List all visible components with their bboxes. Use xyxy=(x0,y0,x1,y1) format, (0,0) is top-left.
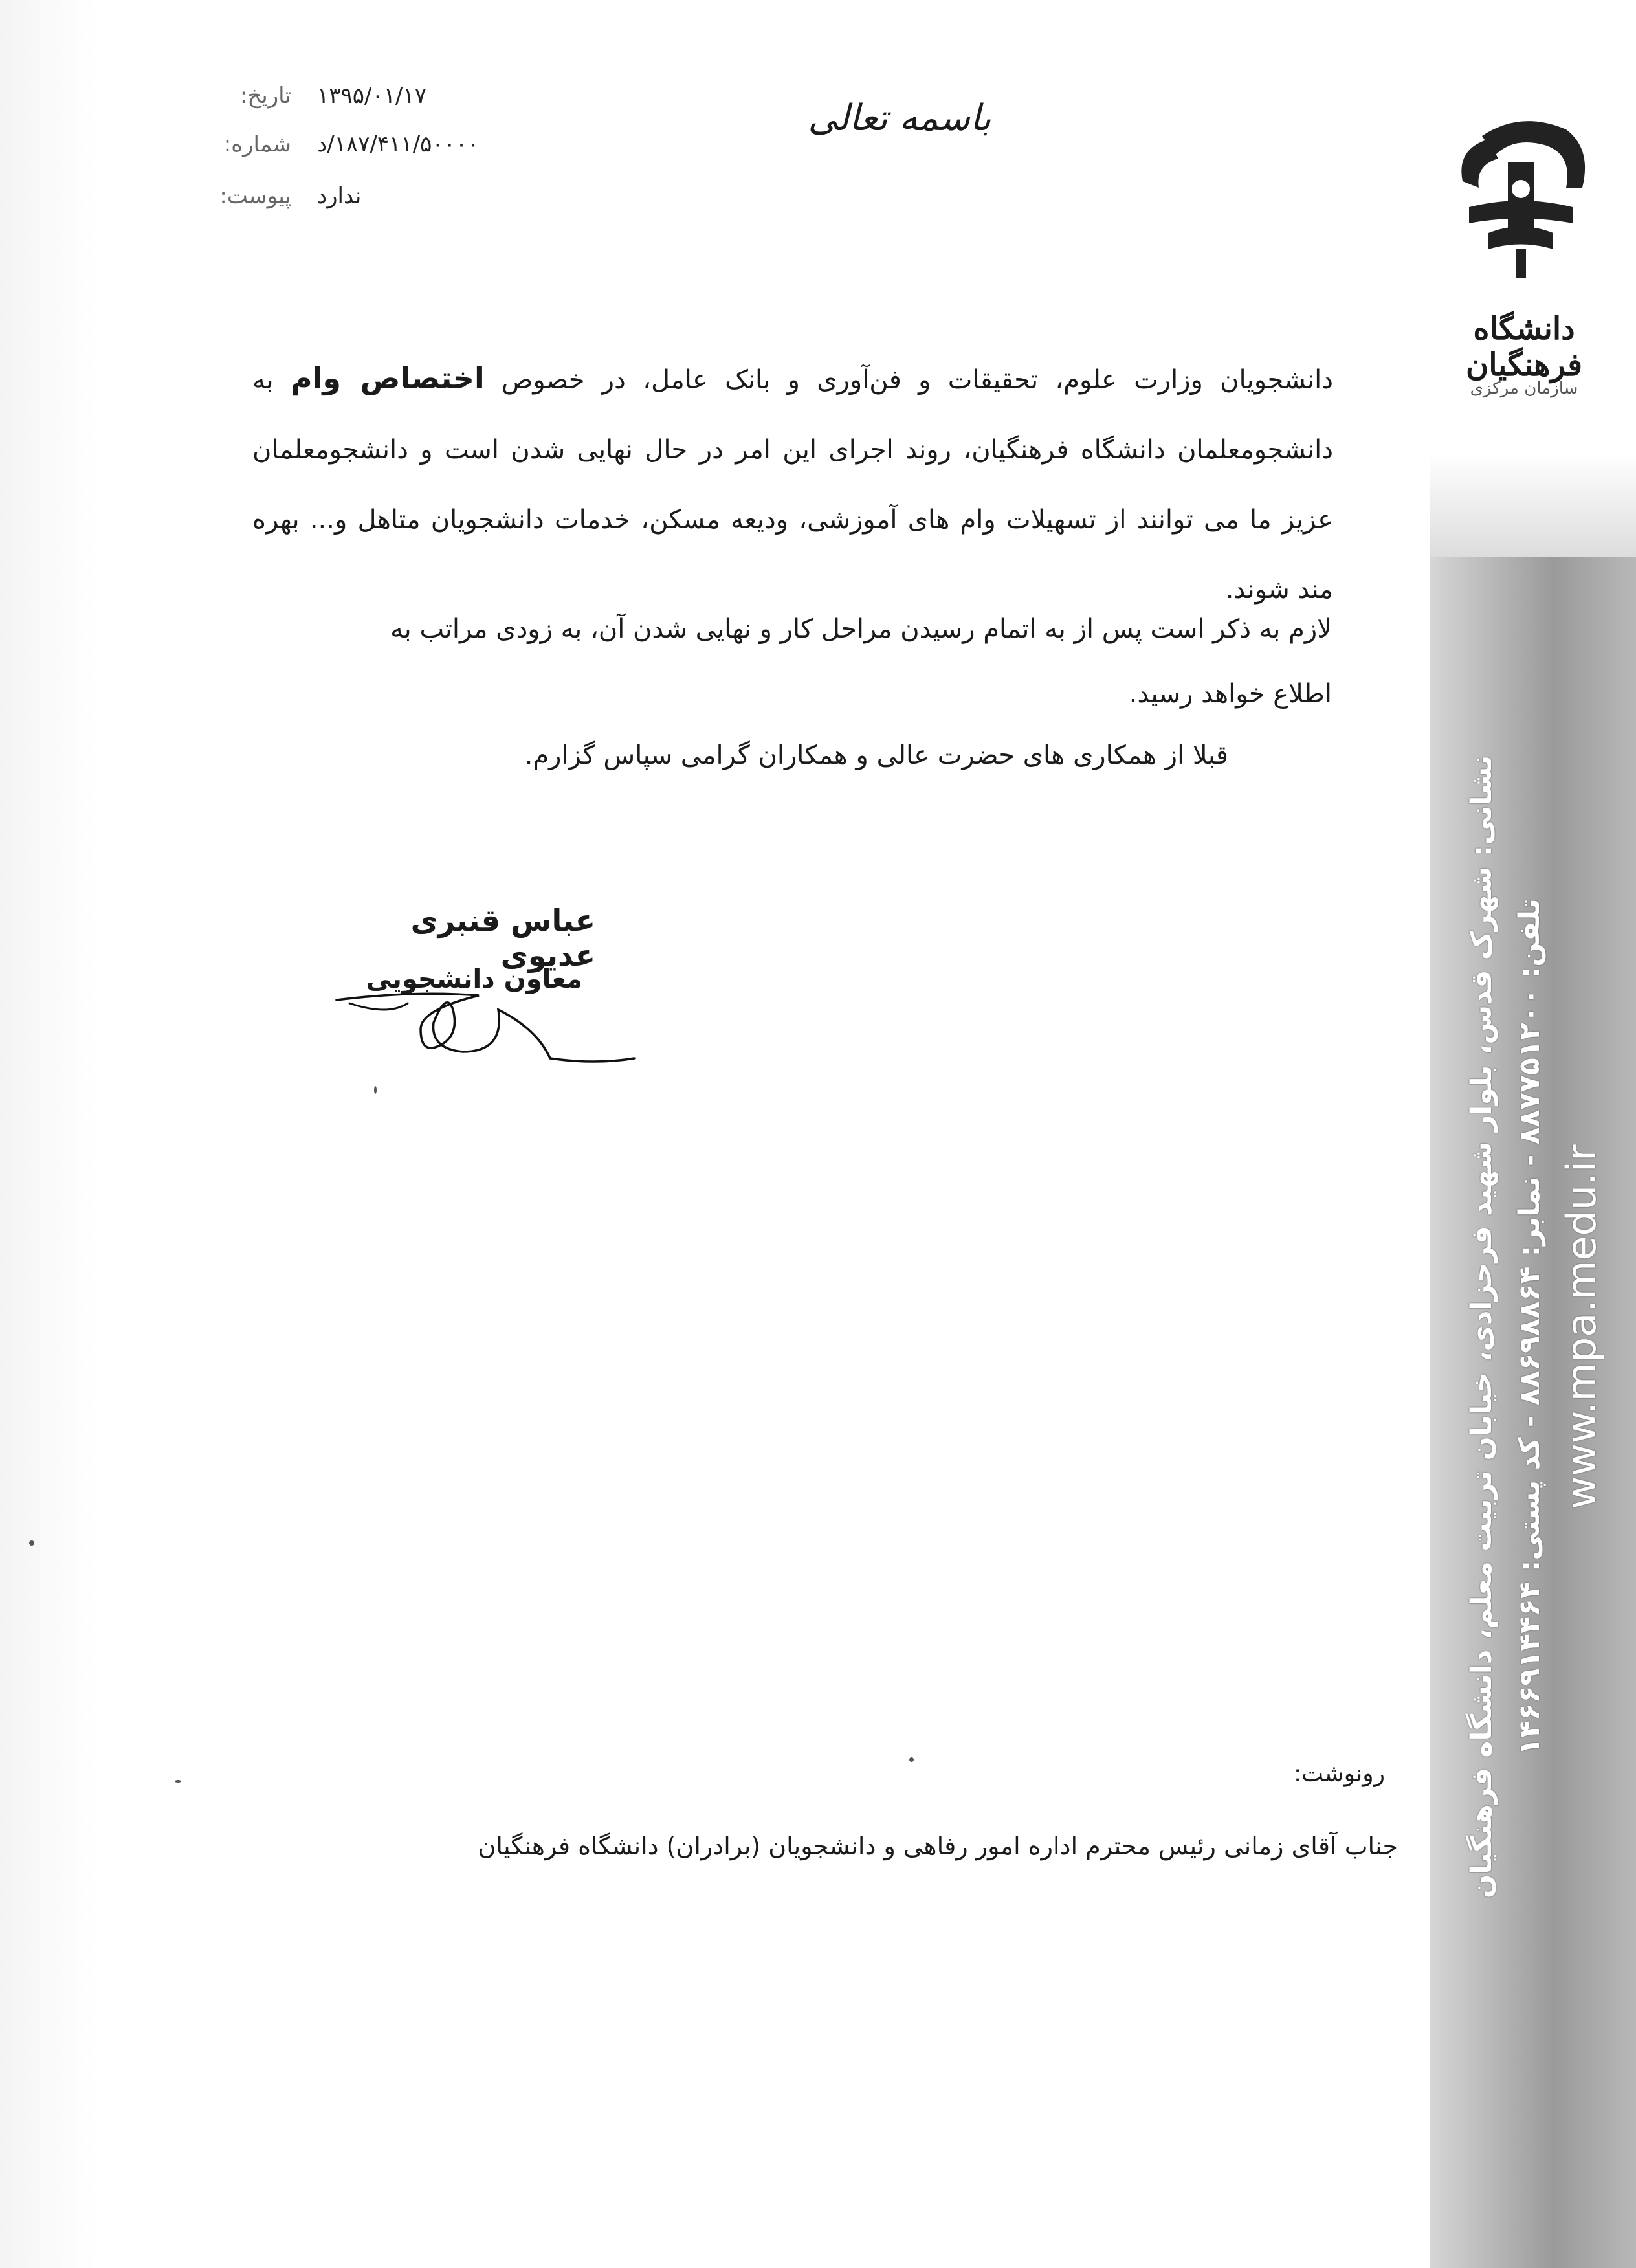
meta-number xyxy=(194,131,518,157)
attachment-value: ندارد xyxy=(317,183,362,209)
cc-label: رونوشت: xyxy=(1293,1761,1385,1787)
number-value: ۱۸۷/۴۱۱/۵۰۰۰۰/د xyxy=(317,131,480,157)
attachment-label: پیوست: xyxy=(219,183,291,209)
para1-bold-phrase: اختصاص وام xyxy=(290,361,485,395)
sidebar-contact-block xyxy=(1450,755,1618,1899)
body-paragraph-2-line-2: اطلاع خواهد رسید. xyxy=(1129,679,1332,709)
sidebar-phone: تلفن: ۸۸۷۷۵۱۲۰۰ - نمابر: ۸۸۶۹۸۸۶۴ - کد پستی: ۱۴۶۶۹۱۴۴۶۴ xyxy=(1513,898,1546,1755)
closing-line: قبلا از همکاری های حضرت عالی و همکاران گرامی سپاس گزارم. xyxy=(524,740,1228,770)
logo-subtitle: سازمان مرکزی xyxy=(1470,379,1578,398)
sidebar-address: نشانی: شهرک قدس، بلوار شهید فرحزادی، خیابان تربیت معلم، دانشگاه فرهنگیان xyxy=(1465,755,1498,1899)
university-logo xyxy=(1443,110,1598,304)
body-paragraph-2-line-1: لازم به ذکر است پس از به اتمام رسیدن مراحل کار و نهایی شدن آن، به زودی مراتب به xyxy=(390,614,1332,644)
meta-date xyxy=(194,83,518,109)
signatory-name: عباس قنبری عدیوی xyxy=(410,903,595,973)
para1-start: دانشجویان وزارت علوم، تحقیقات و فن‌آوری و بانک عامل، در خصوص xyxy=(502,365,1334,395)
date-label: تاریخ: xyxy=(239,83,291,109)
logo-university-name: دانشگاه فرهنگیان xyxy=(1465,311,1583,383)
body-paragraph-1 xyxy=(252,343,1333,625)
signatory-title: معاون دانشجویی xyxy=(366,964,582,994)
handwritten-signature xyxy=(324,919,660,1087)
sidebar-website[interactable]: www.mpa.medu.ir xyxy=(1558,1144,1605,1509)
invocation-heading: باسمه تعالی xyxy=(808,97,991,139)
scan-speck xyxy=(175,1780,181,1783)
number-label: شماره: xyxy=(223,131,291,157)
cc-recipient: جناب آقای زمانی رئیس محترم اداره امور رفاهی و دانشجویان (برادران) دانشگاه فرهنگیان xyxy=(478,1832,1398,1860)
scan-speck xyxy=(374,1086,377,1094)
page-edge-shadow xyxy=(0,0,97,2268)
scan-speck xyxy=(29,1540,34,1546)
scan-speck xyxy=(909,1757,914,1762)
meta-attachment xyxy=(194,183,518,209)
date-value: ۱۳۹۵/۰۱/۱۷ xyxy=(317,83,427,109)
para1-rest: به دانشجومعلمان دانشگاه فرهنگیان، روند اجرای این امر در حال نهایی شدن است و دانشجومعلمان عزیز ما می توانند از تسهیلات وام های آموزشی، ودیعه مسکن، خدمات دانشجویان متاهل و... بهره مند شوند. xyxy=(252,365,1333,605)
